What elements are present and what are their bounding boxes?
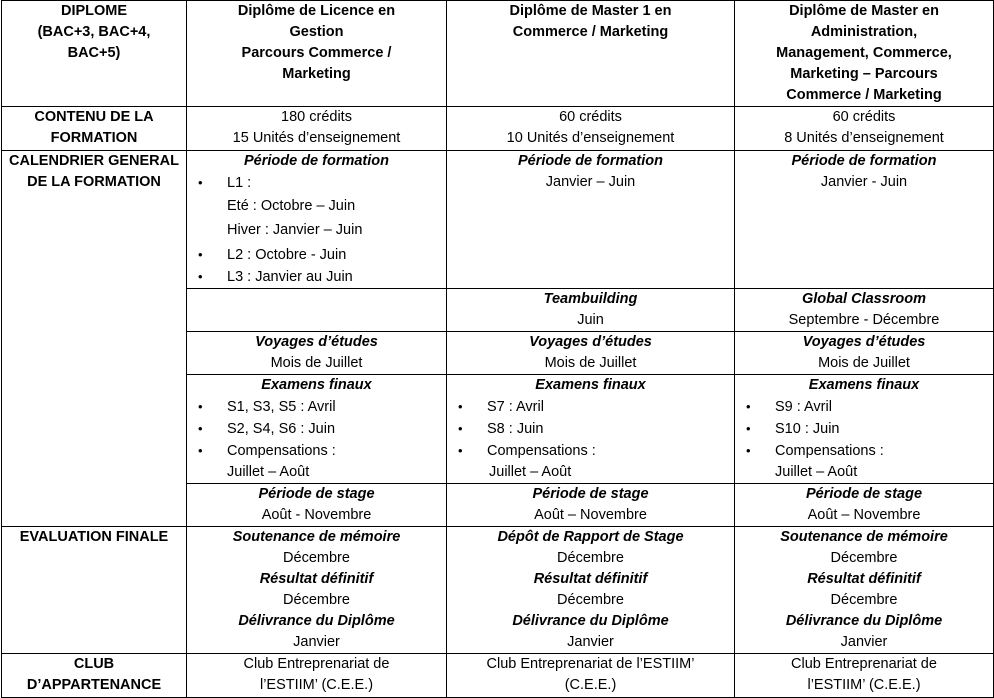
evaluation-title: Soutenance de mémoire <box>232 529 401 545</box>
periode-row <box>2 151 994 289</box>
contenu-label: FORMATION <box>50 130 138 146</box>
list-item <box>447 440 734 462</box>
evaluation-title: Soutenance de mémoire <box>780 529 948 545</box>
periode-title: Période de formation <box>243 153 390 169</box>
header-row <box>2 1 994 107</box>
list-item <box>735 418 993 440</box>
voyages-master-cell <box>735 332 994 375</box>
voyages-title: Voyages d’études <box>529 334 652 350</box>
exam-item-text: S2, S4, S6 : Juin <box>227 421 336 437</box>
examens-licence-cell <box>187 375 447 484</box>
header-master1-line: Diplôme de Master 1 en <box>509 3 672 19</box>
stage-licence-cell <box>187 484 447 527</box>
list-item <box>187 418 446 440</box>
list-item <box>447 396 734 418</box>
evaluation-value: Décembre <box>283 592 350 608</box>
extra-licence-cell <box>187 289 447 332</box>
examens-master-cell <box>735 375 994 484</box>
club-label-cell <box>2 654 187 698</box>
global-classroom-cell <box>735 289 994 332</box>
units-text: 8 Unités d’enseignement <box>784 130 944 146</box>
header-master-cell <box>735 1 994 107</box>
evaluation-title: Délivrance du Diplôme <box>785 613 943 629</box>
header-licence-line: Marketing <box>282 66 351 82</box>
voyages-licence-cell <box>187 332 447 375</box>
club-master-cell <box>735 654 994 698</box>
evaluation-title: Délivrance du Diplôme <box>512 613 669 629</box>
header-licence-line: Parcours Commerce / <box>241 45 392 61</box>
calendrier-label: CALENDRIER GENERAL <box>9 153 179 169</box>
header-master-line: Diplôme de Master en <box>789 3 939 19</box>
header-diplome-line: (BAC+3, BAC+4, <box>37 24 151 40</box>
contenu-label-cell <box>2 107 187 151</box>
club-text: l’ESTIIM’ (C.E.E.) <box>259 677 374 693</box>
evaluation-master-cell <box>735 527 994 654</box>
formation-table <box>1 0 994 698</box>
calendrier-label-cell <box>2 151 187 527</box>
teambuilding-title: Teambuilding <box>543 291 638 307</box>
club-text: (C.E.E.) <box>564 677 617 693</box>
stage-master1-cell <box>447 484 735 527</box>
evaluation-value: Décembre <box>283 550 350 566</box>
teambuilding-value: Juin <box>577 312 604 328</box>
exam-item-text: Compensations : <box>487 443 596 459</box>
periode-master1-cell <box>447 151 735 289</box>
l1-ete-text: Eté : Octobre – Juin <box>227 198 356 214</box>
evaluation-value: Janvier <box>293 634 340 650</box>
stage-master-cell <box>735 484 994 527</box>
periode-master-cell <box>735 151 994 289</box>
header-diplome-line: DIPLOME <box>60 3 128 19</box>
global-classroom-value: Septembre - Décembre <box>788 312 940 328</box>
club-text: Club Entreprenariat de l’ESTIIM’ <box>486 656 695 672</box>
exam-item-text: S9 : Avril <box>775 399 832 415</box>
exam-item-text: Compensations : <box>227 443 336 459</box>
header-master1-cell <box>447 1 735 107</box>
club-label: CLUB <box>73 656 115 672</box>
stage-value: Août – Novembre <box>807 507 921 523</box>
evaluation-label: EVALUATION FINALE <box>19 529 169 545</box>
header-master-line: Commerce / Marketing <box>786 87 942 103</box>
list-item <box>187 244 446 266</box>
l3-text: L3 : Janvier au Juin <box>227 269 353 285</box>
evaluation-value: Décembre <box>830 550 898 566</box>
list-item <box>187 396 446 418</box>
list-item <box>447 418 734 440</box>
periode-licence-list-2 <box>187 244 446 288</box>
club-label: D’APPARTENANCE <box>26 677 162 693</box>
examens-title: Examens finaux <box>808 377 920 393</box>
exam-item-text: S7 : Avril <box>487 399 544 415</box>
compensation-value: Juillet – Août <box>227 464 310 480</box>
periode-title: Période de formation <box>517 153 664 169</box>
stage-value: Août – Novembre <box>534 507 647 523</box>
evaluation-title: Résultat définitif <box>259 571 374 587</box>
header-diplome-cell <box>2 1 187 107</box>
evaluation-value: Décembre <box>830 592 898 608</box>
calendrier-label: DE LA FORMATION <box>27 174 161 190</box>
contenu-label: CONTENU DE LA <box>34 109 154 125</box>
exam-item-text: S1, S3, S5 : Avril <box>227 399 336 415</box>
club-row <box>2 654 994 698</box>
exam-item-text: S8 : Juin <box>487 421 544 437</box>
l1-text: L1 : <box>227 175 252 191</box>
compensation-value: Juillet – Août <box>489 464 572 480</box>
list-item <box>187 266 446 288</box>
voyages-value: Mois de Juillet <box>544 355 637 371</box>
exam-item-text: S10 : Juin <box>775 421 840 437</box>
evaluation-value: Décembre <box>557 592 624 608</box>
teambuilding-cell <box>447 289 735 332</box>
evaluation-title: Résultat définitif <box>533 571 648 587</box>
stage-title: Période de stage <box>258 486 375 502</box>
list-item <box>187 172 446 194</box>
header-licence-line: Diplôme de Licence en <box>237 3 396 19</box>
evaluation-licence-cell <box>187 527 447 654</box>
evaluation-label-cell <box>2 527 187 654</box>
stage-title: Période de stage <box>532 486 649 502</box>
evaluation-value: Janvier <box>840 634 888 650</box>
credits-text: 180 crédits <box>281 109 352 125</box>
contenu-master1-cell <box>447 107 735 151</box>
units-text: 15 Unités d’enseignement <box>232 130 401 146</box>
evaluation-value: Décembre <box>557 550 624 566</box>
header-master1-line: Commerce / Marketing <box>512 24 669 40</box>
club-text: Club Entreprenariat de <box>243 656 390 672</box>
contenu-master-cell <box>735 107 994 151</box>
voyages-value: Mois de Juillet <box>818 355 910 371</box>
club-master1-cell <box>447 654 735 698</box>
list-item <box>735 396 993 418</box>
evaluation-title: Résultat définitif <box>807 571 921 587</box>
voyages-title: Voyages d’études <box>255 334 378 350</box>
examens-master1-cell <box>447 375 735 484</box>
evaluation-title: Délivrance du Diplôme <box>238 613 395 629</box>
examens-title: Examens finaux <box>535 377 646 393</box>
club-text: Club Entreprenariat de <box>791 656 937 672</box>
units-text: 10 Unités d’enseignement <box>506 130 675 146</box>
evaluation-master1-cell <box>447 527 735 654</box>
voyages-title: Voyages d’études <box>802 334 926 350</box>
global-classroom-title: Global Classroom <box>801 291 927 307</box>
examens-master-list <box>735 396 993 462</box>
header-licence-cell <box>187 1 447 107</box>
evaluation-value: Janvier <box>567 634 614 650</box>
list-item <box>187 440 446 462</box>
list-item <box>735 440 993 462</box>
contenu-row <box>2 107 994 151</box>
examens-master1-list <box>447 396 734 462</box>
contenu-licence-cell <box>187 107 447 151</box>
examens-title: Examens finaux <box>261 377 372 393</box>
periode-licence-list <box>187 172 446 194</box>
header-master-line: Management, Commerce, <box>776 45 952 61</box>
header-licence-line: Gestion <box>289 24 344 40</box>
header-master-line: Marketing – Parcours <box>790 66 938 82</box>
header-diplome-line: BAC+5) <box>67 45 121 61</box>
periode-value: Janvier - Juin <box>820 174 908 190</box>
periode-title: Période de formation <box>791 153 937 169</box>
credits-text: 60 crédits <box>559 109 622 125</box>
stage-value: Août - Novembre <box>261 507 372 523</box>
evaluation-row <box>2 527 994 654</box>
voyages-master1-cell <box>447 332 735 375</box>
l2-text: L2 : Octobre - Juin <box>227 247 347 263</box>
club-licence-cell <box>187 654 447 698</box>
l1-hiver-text: Hiver : Janvier – Juin <box>227 222 363 238</box>
periode-value: Janvier – Juin <box>545 174 636 190</box>
evaluation-title: Dépôt de Rapport de Stage <box>497 529 684 545</box>
credits-text: 60 crédits <box>832 109 896 125</box>
header-master-line: Administration, <box>810 24 918 40</box>
club-text: l’ESTIIM’ (C.E.E.) <box>807 677 921 693</box>
periode-licence-cell <box>187 151 447 289</box>
compensation-value: Juillet – Août <box>775 464 858 480</box>
stage-title: Période de stage <box>805 486 923 502</box>
exam-item-text: Compensations : <box>775 443 884 459</box>
examens-licence-list <box>187 396 446 462</box>
voyages-value: Mois de Juillet <box>270 355 363 371</box>
